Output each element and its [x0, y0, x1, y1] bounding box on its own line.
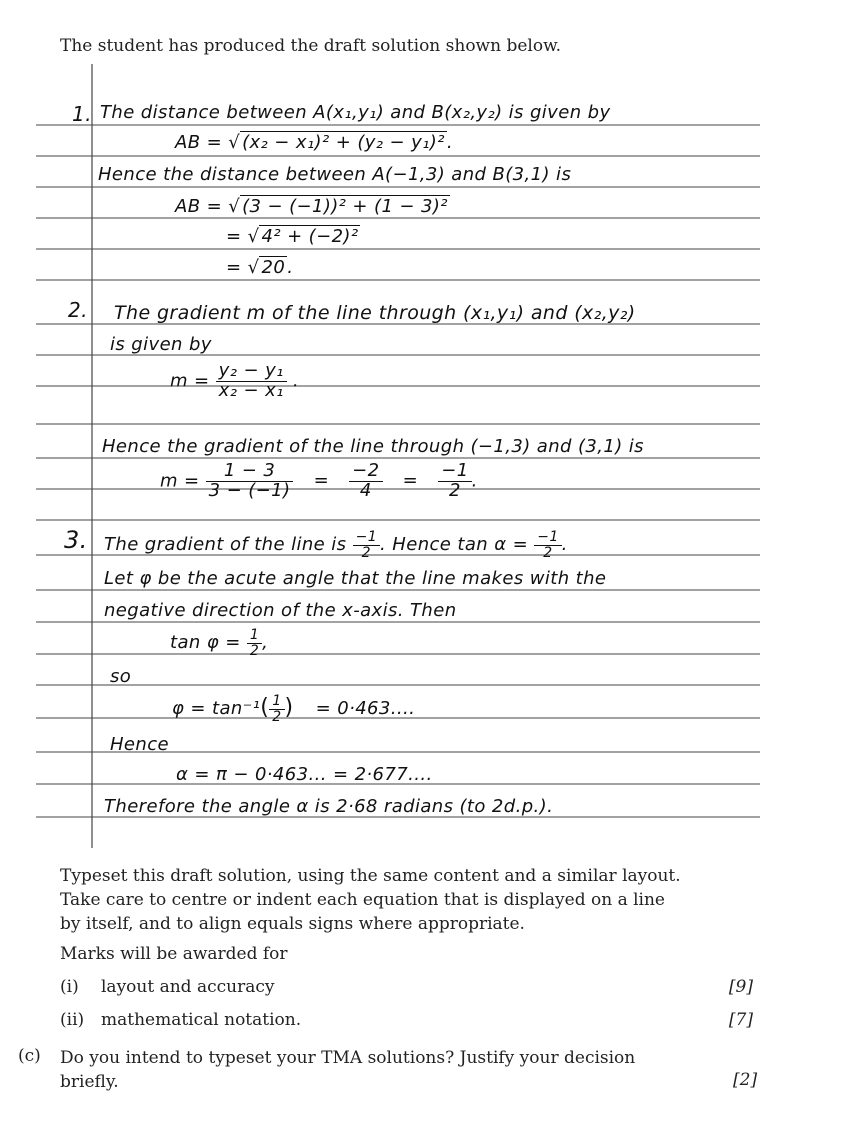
marks-intro: Marks will be awarded for	[60, 944, 288, 964]
part-c-line1: Do you intend to typeset your TMA solutions? Justify your decision	[60, 1048, 636, 1068]
part-c-label: (c)	[18, 1046, 41, 1066]
numerator: −1	[438, 462, 471, 482]
q2-calc-lhs: m =	[160, 470, 200, 492]
criterion-label: (ii)	[60, 1010, 85, 1030]
q3-line1-end: .	[561, 534, 568, 556]
criterion-text: layout and accuracy	[101, 977, 275, 997]
q1-formula-end: .	[446, 132, 453, 153]
fraction	[216, 362, 287, 401]
q1-step3-radicand: 20	[261, 257, 286, 278]
square-root: √ (x₂ − x₁)² + (y₂ − y₁)²	[228, 132, 445, 153]
numerator: y₂ − y₁	[216, 362, 287, 382]
q2-m-lhs: m =	[170, 370, 210, 392]
q3-line1-text: The gradient of the line is	[104, 534, 347, 556]
q2-calculation	[160, 462, 478, 501]
q1-number: 1.	[72, 102, 92, 126]
q3-line1	[104, 530, 568, 560]
q3-hence: Hence	[110, 734, 169, 755]
criterion-row	[60, 1010, 753, 1030]
denominator: 2	[361, 544, 371, 561]
q1-step1-lhs: AB =	[175, 196, 223, 217]
numerator: 1	[247, 628, 262, 644]
q1-step1	[175, 196, 450, 217]
q3-phi-line	[172, 694, 415, 724]
q3-phi-lhs: φ = tan⁻¹	[172, 698, 261, 720]
q3-tan-phi	[170, 628, 268, 658]
part-c-marks: [2]	[733, 1070, 758, 1090]
denominator: x₂ − x₁	[218, 379, 284, 401]
q2-line4: Hence the gradient of the line through (−1,3) and (3,1) is	[102, 436, 644, 457]
q1-step3	[226, 257, 293, 278]
instructions-line2: Take care to centre or indent each equation that is displayed on a line	[60, 890, 665, 910]
part-c-line2: briefly.	[60, 1072, 119, 1092]
q3-therefore: Therefore the angle α is 2·68 radians (to 2d.p.).	[104, 796, 554, 817]
denominator: 2	[249, 642, 260, 659]
q2-gradient-formula	[170, 362, 299, 401]
fraction	[534, 530, 561, 560]
q3-line1-hence: . Hence tan α =	[380, 534, 529, 556]
q1-step3-end: .	[287, 257, 294, 278]
draft-solution-notebook	[0, 62, 863, 850]
q3-line3: negative direction of the x-axis. Then	[104, 600, 457, 621]
q1-line1: The distance between A(x₁,y₁) and B(x₂,y₂) is given by	[100, 102, 611, 123]
q1-formula-radicand: (x₂ − x₁)² + (y₂ − y₁)²	[242, 132, 445, 153]
criterion-label: (i)	[60, 977, 79, 997]
q2-m-end: .	[292, 370, 299, 392]
numerator: −1	[353, 530, 380, 546]
q1-distance-formula	[175, 132, 453, 153]
equals: =	[402, 470, 419, 492]
criterion-text: mathematical notation.	[101, 1010, 302, 1030]
denominator: 4	[359, 479, 372, 501]
q1-line3: Hence the distance between A(−1,3) and B(3,1) is	[98, 164, 572, 185]
q3-number: 3.	[64, 526, 88, 554]
q3-tan-end: ,	[262, 632, 269, 654]
criterion-row	[60, 977, 753, 997]
equals: =	[313, 470, 330, 492]
q1-step2	[226, 226, 360, 247]
q2-line2: is given by	[110, 334, 212, 355]
numerator: −1	[534, 530, 561, 546]
q1-step3-eq: =	[226, 257, 242, 278]
fraction	[206, 462, 294, 501]
intro-text: The student has produced the draft solution shown below.	[60, 36, 562, 56]
denominator: 2	[272, 708, 282, 725]
q3-phi-rhs: = 0·463....	[315, 698, 416, 720]
criterion-marks: [7]	[728, 1010, 753, 1030]
q3-line2: Let φ be the acute angle that the line makes with the	[104, 568, 607, 589]
denominator: 3 − (−1)	[208, 479, 291, 501]
fraction	[438, 462, 471, 501]
q3-so: so	[110, 666, 132, 687]
fraction	[269, 694, 284, 724]
part-c-question	[60, 1046, 635, 1094]
fraction	[349, 462, 382, 501]
q2-number: 2.	[68, 298, 88, 322]
q2-line1: The gradient m of the line through (x₁,y₁) and (x₂,y₂)	[114, 302, 636, 324]
q3-alpha-line: α = π − 0·463... = 2·677....	[176, 764, 433, 785]
numerator: 1	[269, 694, 284, 710]
denominator: 2	[543, 544, 553, 561]
close-paren: )	[284, 695, 294, 721]
numerator: −2	[349, 462, 382, 482]
square-root: √ 4² + (−2)²	[247, 226, 359, 247]
q3-tan-lhs: tan φ =	[170, 632, 241, 654]
denominator: 2	[448, 479, 461, 501]
fraction	[247, 628, 262, 658]
instructions-line3: by itself, and to align equals signs where appropriate.	[60, 914, 525, 934]
q1-formula-lhs: AB =	[175, 132, 223, 153]
square-root: √ 20	[247, 257, 286, 278]
q2-calc-end: .	[471, 470, 478, 492]
q1-step2-eq: =	[226, 226, 242, 247]
numerator: 1 − 3	[206, 462, 294, 482]
fraction	[353, 530, 380, 560]
criterion-marks: [9]	[728, 977, 753, 997]
instructions	[60, 864, 681, 936]
q1-step2-radicand: 4² + (−2)²	[261, 226, 359, 247]
open-paren: (	[260, 695, 270, 721]
q1-step1-radicand: (3 − (−1))² + (1 − 3)²	[242, 196, 448, 217]
square-root: √ (3 − (−1))² + (1 − 3)²	[228, 196, 448, 217]
instructions-line1: Typeset this draft solution, using the same content and a similar layout.	[60, 866, 681, 886]
